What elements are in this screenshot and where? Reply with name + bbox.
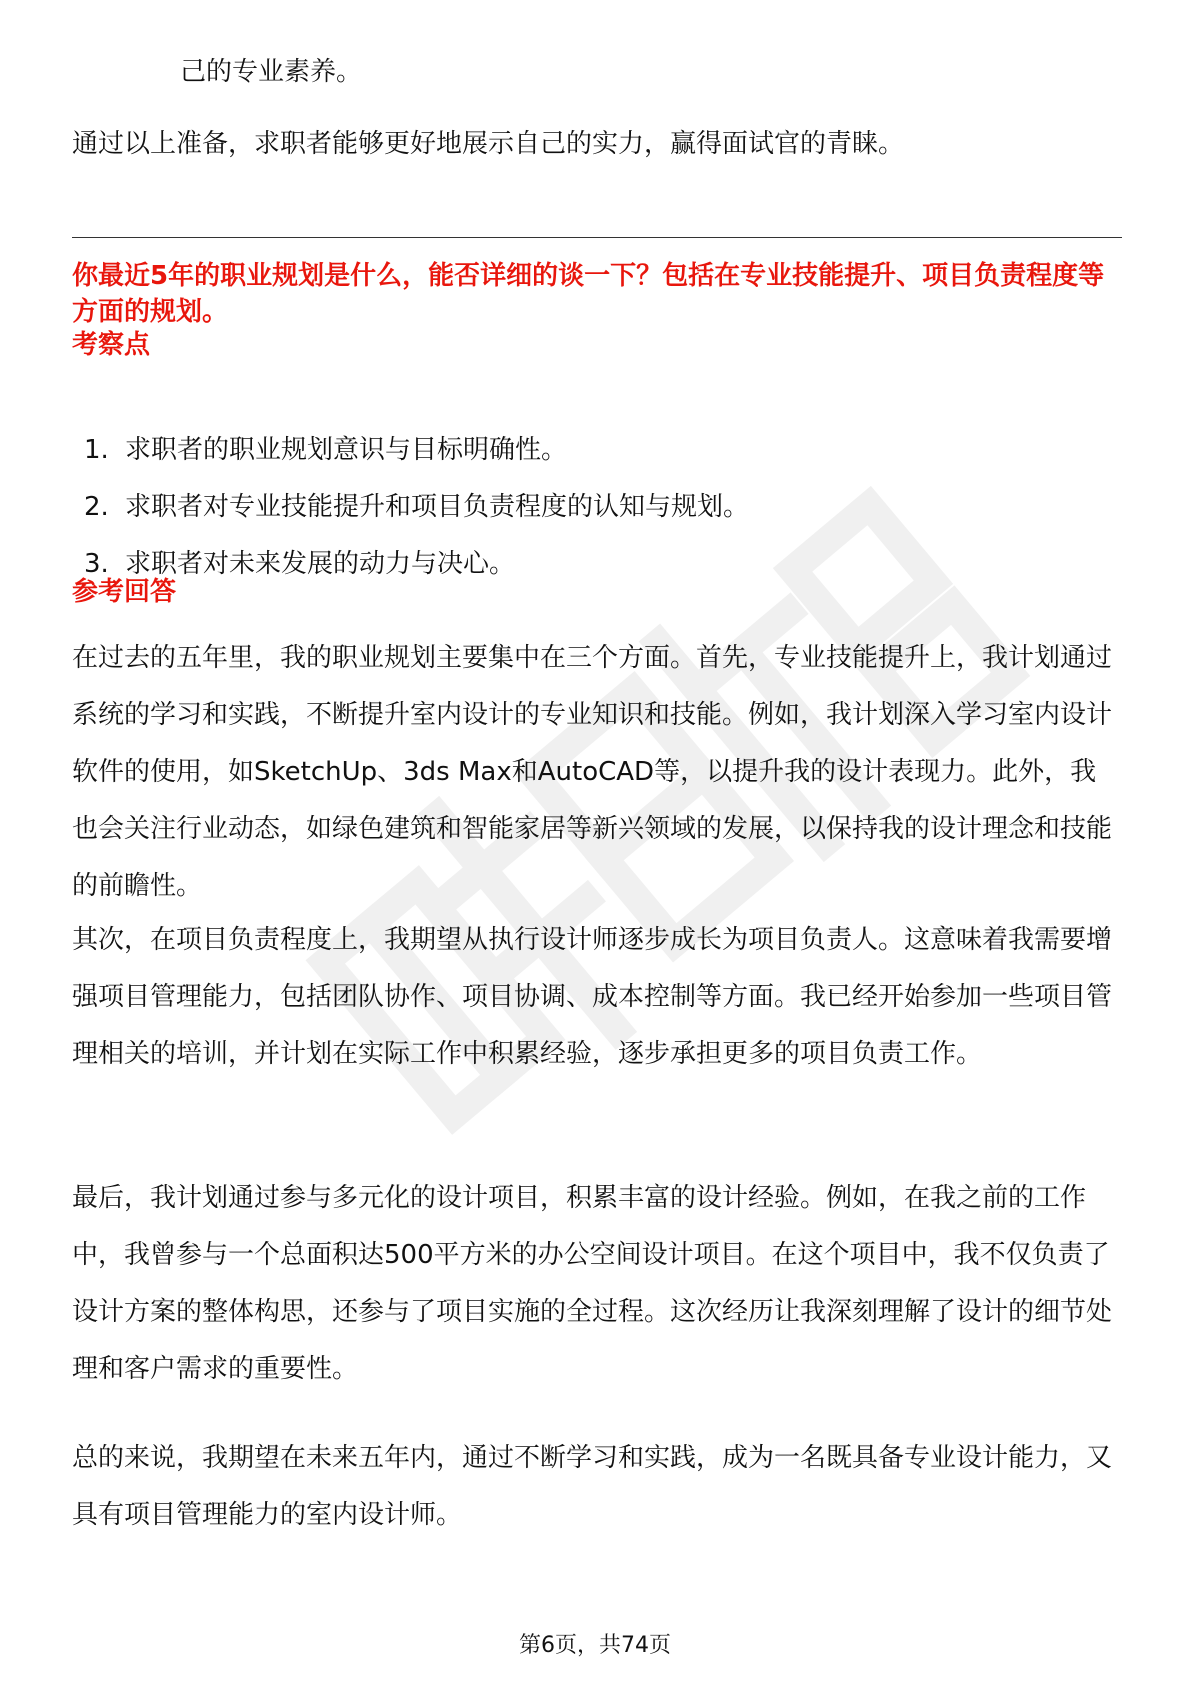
page-number-footer: 第6页，共74页 [519, 1633, 671, 1658]
list-item-number: 1. [84, 435, 109, 465]
list-item [72, 479, 1122, 536]
exam-points-heading: 考察点 [72, 330, 151, 360]
summary-paragraph: 通过以上准备，求职者能够更好地展示自己的实力，赢得面试官的青睐。 [72, 129, 905, 159]
list-item-number: 3. [84, 549, 109, 579]
answer-paragraph-3: 最后，我计划通过参与多元化的设计项目，积累丰富的设计经验。例如，在我之前的工作中，我曾参与一个总面积达500平方米的办公空间设计项目。在这个项目中，我不仅负责了设计方案的整体构思，还参与了项目实施的全过程。这次经历让我深刻理解了设计的细节处理和客户需求的重要性。 [72, 1183, 1113, 1384]
list-item [72, 422, 1122, 479]
list-item [72, 536, 1122, 593]
list-item-text: 求职者的职业规划意识与目标明确性。 [125, 435, 568, 465]
section-divider [72, 237, 1122, 238]
list-item-text: 求职者对未来发展的动力与决心。 [125, 549, 516, 579]
continuation-text: 己的专业素养。 [180, 57, 363, 87]
list-item-text: 求职者对专业技能提升和项目负责程度的认知与规划。 [125, 492, 750, 522]
answer-paragraph-4: 总的来说，我期望在未来五年内，通过不断学习和实践，成为一名既具备专业设计能力，又具有项目管理能力的室内设计师。 [72, 1443, 1113, 1530]
exam-points-list [72, 422, 1122, 593]
list-item-number: 2. [84, 492, 109, 522]
interview-question: 你最近5年的职业规划是什么，能否详细的谈一下？包括在专业技能提升、项目负责程度等方面的规划。 [72, 261, 1105, 327]
reference-answer-heading: 参考回答 [72, 577, 177, 607]
answer-paragraph-1: 在过去的五年里，我的职业规划主要集中在三个方面。首先，专业技能提升上，我计划通过系统的学习和实践，不断提升室内设计的专业知识和技能。例如，我计划深入学习室内设计软件的使用，如SketchUp、3ds Max和AutoCAD等，以提升我的设计表现力。此外，我也会关注行业动态，如绿色建筑和智能家居等新兴领域的发展，以保持我的设计理念和技能的前瞻性。 [72, 643, 1113, 901]
answer-paragraph-2: 其次，在项目负责程度上，我期望从执行设计师逐步成长为项目负责人。这意味着我需要增强项目管理能力，包括团队协作、项目协调、成本控制等方面。我已经开始参加一些项目管理相关的培训，并计划在实际工作中积累经验，逐步承担更多的项目负责工作。 [72, 925, 1113, 1069]
